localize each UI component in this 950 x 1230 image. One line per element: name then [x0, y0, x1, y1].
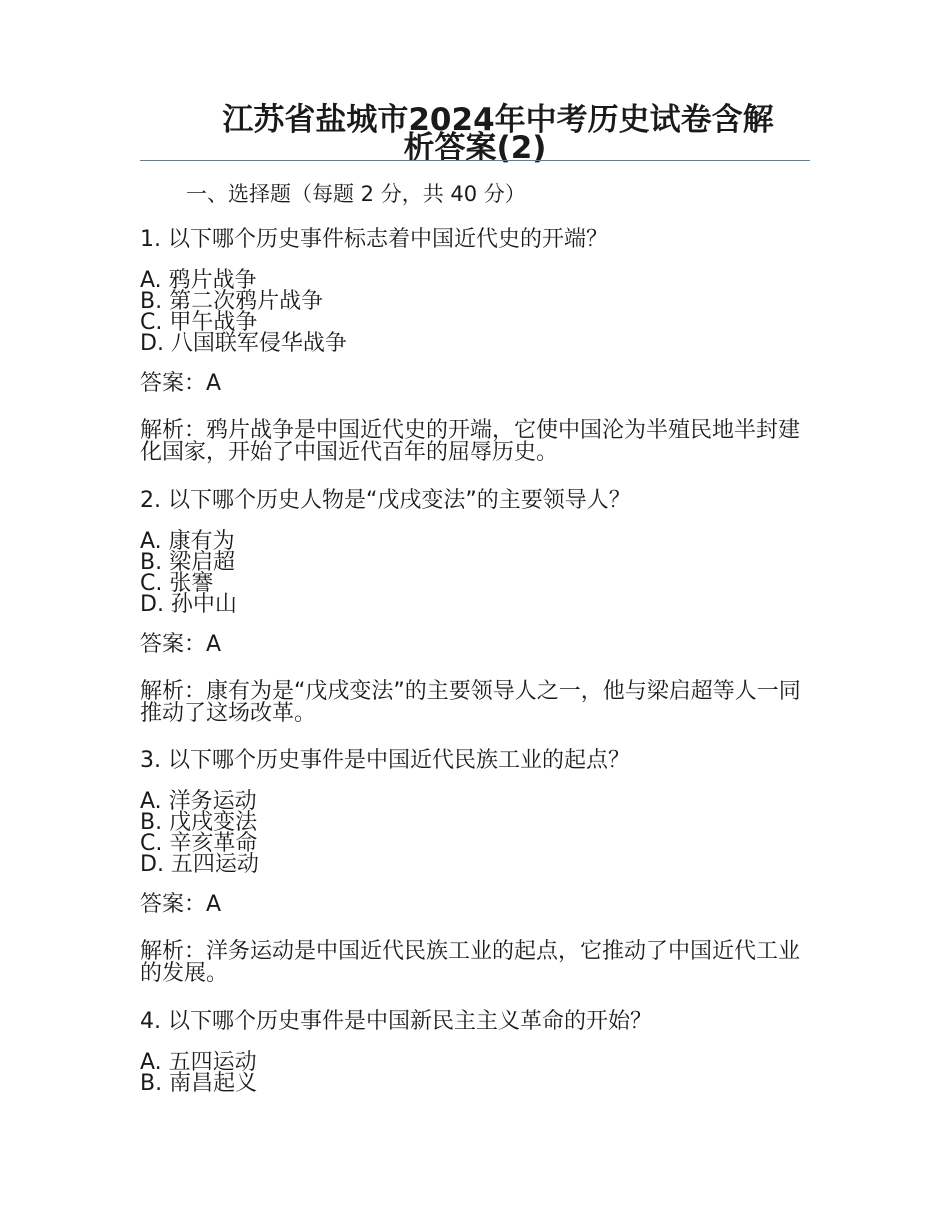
option-c: C. 甲午战争	[140, 310, 258, 335]
answer-text: 答案：A	[140, 892, 222, 917]
option-b: B. 梁启超	[140, 550, 236, 575]
options-list	[140, 531, 830, 615]
title-line-1: 江苏省盐城市2024年中考历史试卷含解	[222, 102, 774, 138]
option-b: B. 戊戌变法	[140, 810, 258, 835]
option-d: D. 五四运动	[140, 852, 259, 877]
answer-text: 答案：A	[140, 632, 222, 657]
option-b: B. 第二次鸦片战争	[140, 289, 324, 314]
question-text: 1. 以下哪个历史事件标志着中国近代史的开端？	[140, 227, 608, 252]
question-text: 4. 以下哪个历史事件是中国新民主主义革命的开始？	[140, 1009, 652, 1034]
options-list	[140, 1052, 830, 1094]
option-c: C. 辛亥革命	[140, 831, 258, 856]
question-text: 2. 以下哪个历史人物是“戊戌变法”的主要领导人？	[140, 488, 631, 513]
question-block-4	[140, 1008, 830, 1094]
option-a: A. 洋务运动	[140, 789, 257, 814]
answer-text: 答案：A	[140, 371, 222, 396]
option-c: C. 张謇	[140, 571, 214, 596]
question-text: 3. 以下哪个历史事件是中国近代民族工业的起点？	[140, 748, 630, 773]
option-d: D. 八国联军侵华战争	[140, 331, 347, 356]
question-block-1	[140, 226, 830, 486]
option-b: B. 南昌起义	[140, 1071, 258, 1096]
question-block-2	[140, 487, 830, 747]
analysis-text: 解析：康有为是“戊戌变法”的主要领导人之一，他与梁启超等人一同推动了这场改革。	[140, 679, 801, 726]
document-title	[140, 102, 810, 166]
analysis-text: 解析：洋务运动是中国近代民族工业的起点，它推动了中国近代工业的发展。	[140, 939, 801, 986]
options-list	[140, 270, 830, 354]
title-line-2: 析答案(2)	[403, 130, 547, 166]
option-d: D. 孙中山	[140, 592, 237, 617]
option-a: A. 五四运动	[140, 1050, 257, 1075]
option-a: A. 康有为	[140, 529, 235, 554]
options-list	[140, 791, 830, 875]
option-a: A. 鸦片战争	[140, 268, 257, 293]
analysis-text: 解析：鸦片战争是中国近代史的开端，它使中国沦为半殖民地半封建化国家，开始了中国近代百年的屈辱历史。	[140, 418, 801, 465]
question-block-3	[140, 747, 830, 1007]
title-divider	[140, 160, 810, 161]
section-heading: 一、选择题（每题 2 分，共 40 分）	[186, 182, 526, 206]
